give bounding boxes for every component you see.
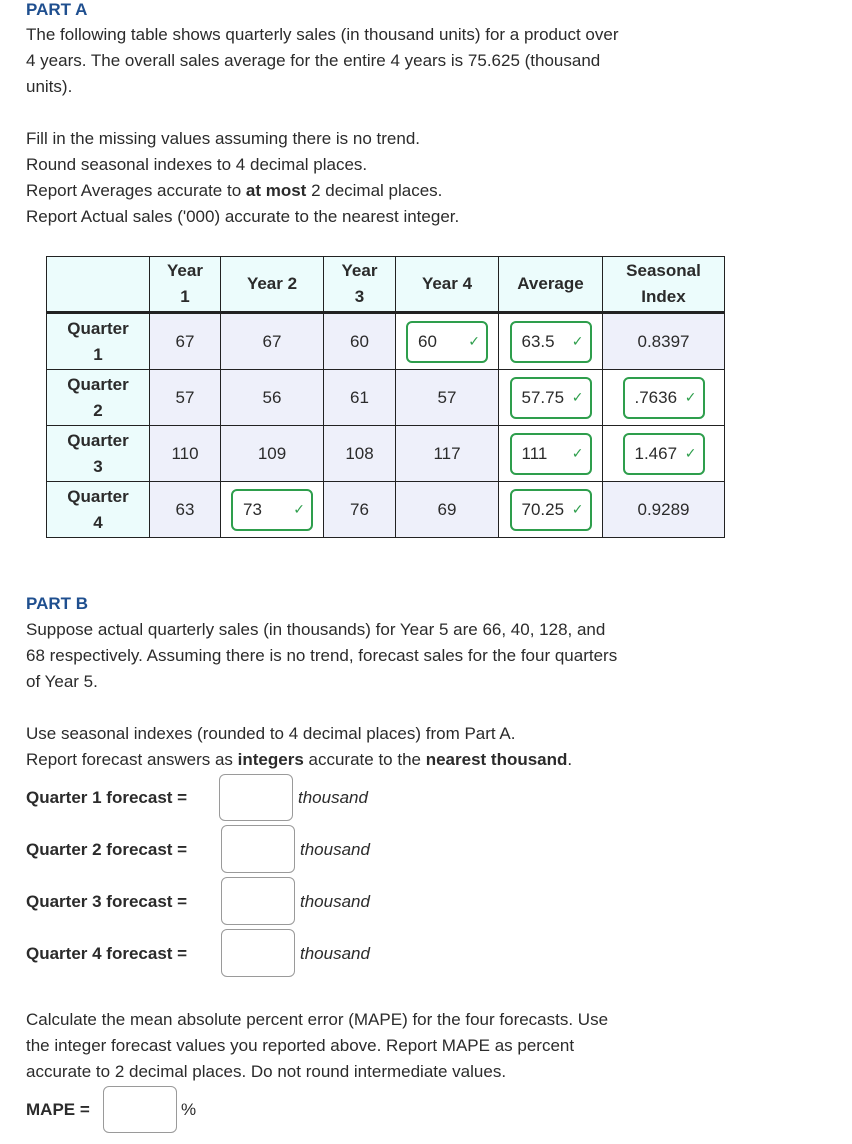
q3-year4-cell: 117 — [396, 426, 499, 482]
table-row — [47, 426, 725, 482]
quarter-4-unit: thousand — [300, 944, 370, 963]
instruction-no-trend: Fill in the missing values assuming there is no trend. — [26, 129, 421, 148]
q3-average-input[interactable]: 111 ✓ — [510, 433, 592, 475]
part-a-intro-line3: units). — [26, 77, 73, 96]
q2-year3-cell: 61 — [324, 370, 396, 426]
header-year-3: Year 3 — [324, 257, 396, 313]
mape-instruction-line1: Calculate the mean absolute percent error (MAPE) for the four forecasts. Use — [26, 1010, 609, 1029]
header-year-1: Year 1 — [150, 257, 221, 313]
mape-label: MAPE = — [26, 1100, 90, 1119]
mape-instruction-line3: accurate to 2 decimal places. Do not round intermediate values. — [26, 1062, 507, 1081]
header-year-4: Year 4 — [396, 257, 499, 313]
check-icon: ✓ — [571, 445, 584, 461]
row-label-quarter-3: Quarter 3 — [47, 426, 150, 482]
check-icon: ✓ — [571, 389, 584, 405]
sales-table — [46, 256, 725, 538]
q4-year3-cell: 76 — [324, 482, 396, 538]
header-year-2: Year 2 — [221, 257, 324, 313]
q3-index-cell — [603, 426, 725, 482]
q2-year2-cell: 56 — [221, 370, 324, 426]
mape-instruction-line2: the integer forecast values you reported above. Report MAPE as percent — [26, 1036, 575, 1055]
instruction-round-index: Round seasonal indexes to 4 decimal places. — [26, 155, 368, 174]
quarter-1-forecast-input[interactable] — [219, 774, 293, 821]
q1-year2-cell: 67 — [221, 313, 324, 370]
q1-year3-cell: 60 — [324, 313, 396, 370]
mape-input[interactable] — [103, 1086, 177, 1133]
q4-average-cell — [499, 482, 603, 538]
q3-average-cell — [499, 426, 603, 482]
quarter-2-forecast-label: Quarter 2 forecast = — [26, 840, 188, 859]
q2-year1-cell: 57 — [150, 370, 221, 426]
part-b-instruction-indexes: Use seasonal indexes (rounded to 4 decimal places) from Part A. — [26, 724, 516, 743]
q1-year4-input[interactable]: 60 ✓ — [406, 321, 488, 363]
check-icon: ✓ — [684, 389, 697, 405]
quarter-2-unit: thousand — [300, 840, 370, 859]
corner-cell — [47, 257, 150, 313]
percent-unit: % — [181, 1100, 197, 1119]
q4-year4-cell: 69 — [396, 482, 499, 538]
q4-index-cell: 0.9289 — [603, 482, 725, 538]
table-row — [47, 482, 725, 538]
row-label-quarter-1: Quarter 1 — [47, 313, 150, 370]
row-label-quarter-2: Quarter 2 — [47, 370, 150, 426]
row-label-quarter-4: Quarter 4 — [47, 482, 150, 538]
part-a-intro-line1: The following table shows quarterly sales (in thousand units) for a product over — [26, 25, 619, 44]
header-seasonal-index: Seasonal Index — [603, 257, 725, 313]
part-a-heading: PART A — [26, 0, 88, 19]
q4-average-input[interactable]: 70.25 ✓ — [510, 489, 592, 531]
quarter-2-forecast-input[interactable] — [221, 825, 295, 873]
instruction-averages: Report Averages accurate to at most 2 decimal places. — [26, 181, 443, 200]
q3-year1-cell: 110 — [150, 426, 221, 482]
q3-index-input[interactable]: 1.467 ✓ — [623, 433, 705, 475]
q1-year4-cell — [396, 313, 499, 370]
part-b-intro-line2: 68 respectively. Assuming there is no trend, forecast sales for the four quarters — [26, 646, 618, 665]
instruction-actual-sales: Report Actual sales ('000) accurate to the nearest integer. — [26, 207, 460, 226]
q2-year4-cell: 57 — [396, 370, 499, 426]
q1-year1-cell: 67 — [150, 313, 221, 370]
quarter-1-unit: thousand — [298, 788, 368, 807]
q1-average-input[interactable]: 63.5 ✓ — [510, 321, 592, 363]
q2-index-cell — [603, 370, 725, 426]
header-average: Average — [499, 257, 603, 313]
q4-year2-input[interactable]: 73 ✓ — [231, 489, 313, 531]
check-icon: ✓ — [684, 445, 697, 461]
part-a-intro-line2: 4 years. The overall sales average for the entire 4 years is 75.625 (thousand — [26, 51, 601, 70]
check-icon: ✓ — [571, 501, 584, 517]
part-b-heading: PART B — [26, 594, 89, 613]
q2-average-cell — [499, 370, 603, 426]
quarter-4-forecast-label: Quarter 4 forecast = — [26, 944, 188, 963]
q4-year1-cell: 63 — [150, 482, 221, 538]
check-icon: ✓ — [571, 333, 584, 349]
check-icon: ✓ — [293, 501, 305, 517]
table-row — [47, 313, 725, 370]
q1-average-cell — [499, 313, 603, 370]
quarter-4-forecast-input[interactable] — [221, 929, 295, 977]
part-b-intro-line1: Suppose actual quarterly sales (in thousands) for Year 5 are 66, 40, 128, and — [26, 620, 606, 639]
q2-index-input[interactable]: .7636 ✓ — [623, 377, 705, 419]
quarter-3-forecast-label: Quarter 3 forecast = — [26, 892, 188, 911]
quarter-3-forecast-input[interactable] — [221, 877, 295, 925]
quarter-1-forecast-label: Quarter 1 forecast = — [26, 788, 188, 807]
check-icon: ✓ — [468, 333, 480, 349]
q1-index-cell: 0.8397 — [603, 313, 725, 370]
part-b-instruction-integers: Report forecast answers as integers accurate to the nearest thousand. — [26, 750, 573, 769]
quarter-3-unit: thousand — [300, 892, 370, 911]
part-b-intro-line3: of Year 5. — [26, 672, 98, 691]
q3-year3-cell: 108 — [324, 426, 396, 482]
q4-year2-cell — [221, 482, 324, 538]
table-row — [47, 370, 725, 426]
q2-average-input[interactable]: 57.75 ✓ — [510, 377, 592, 419]
q3-year2-cell: 109 — [221, 426, 324, 482]
